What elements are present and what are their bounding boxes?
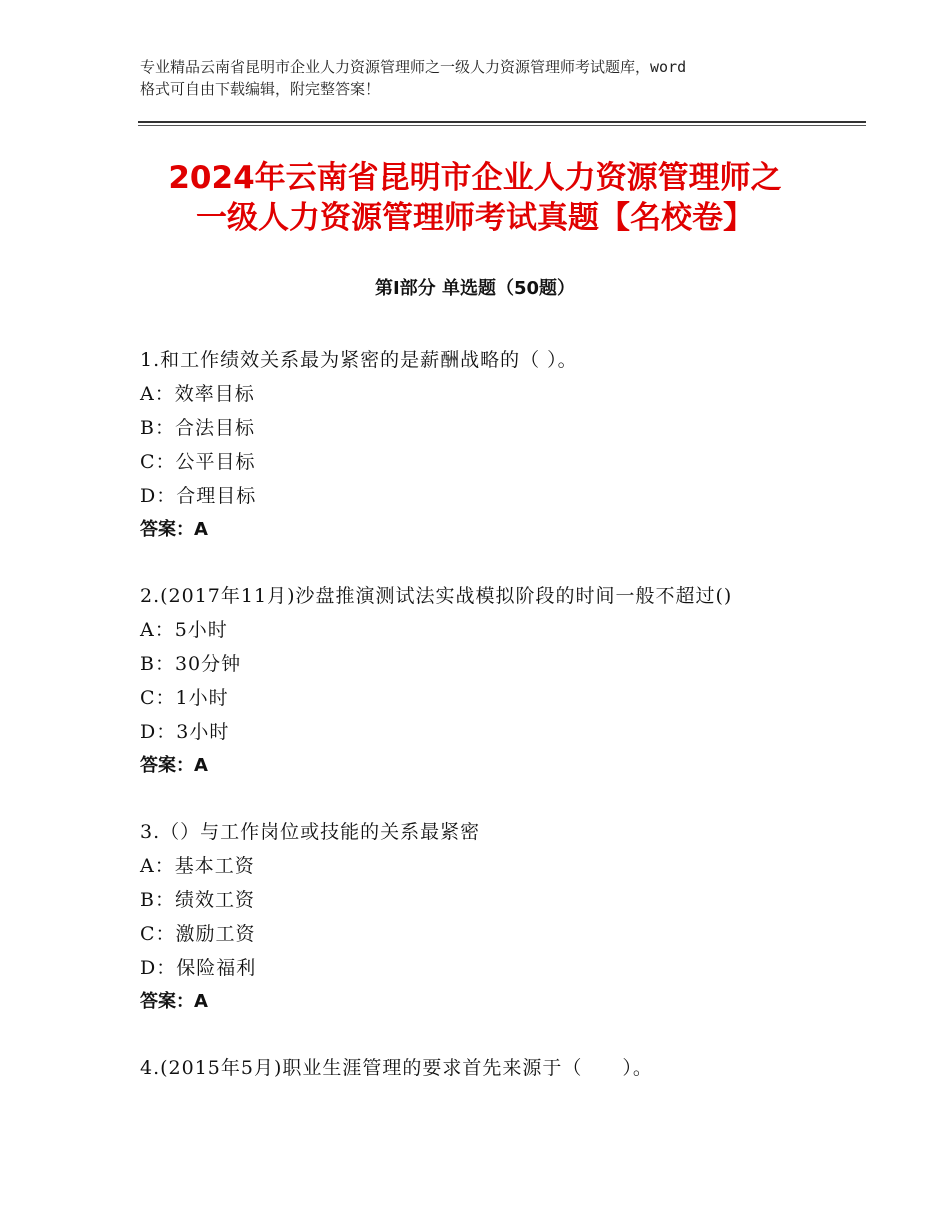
answer: 答案：A xyxy=(140,519,208,540)
answer: 答案：A xyxy=(140,991,208,1012)
question-stem: 1.和工作绩效关系最为紧密的是薪酬战略的（ ）。 xyxy=(140,349,578,371)
option-c: C：公平目标 xyxy=(140,451,256,473)
option-b: B：30分钟 xyxy=(140,653,242,675)
document-title-line-2: 一级人力资源管理师考试真题【名校卷】 xyxy=(196,200,754,236)
header-note-line-2: 格式可自由下载编辑，附完整答案！ xyxy=(140,80,381,98)
header-note xyxy=(140,56,830,100)
answer: 答案：A xyxy=(140,755,208,776)
document-title xyxy=(120,158,830,238)
header-divider-thin xyxy=(138,125,866,126)
option-d: D：保险福利 xyxy=(140,957,257,979)
document-title-line-1: 2024年云南省昆明市企业人力资源管理师之 xyxy=(168,160,782,196)
option-b: B：绩效工资 xyxy=(140,889,255,911)
question-stem: 2.(2017年11月)沙盘推演测试法实战模拟阶段的时间一般不超过() xyxy=(140,585,733,607)
question-1 xyxy=(140,343,840,547)
option-a: A：5小时 xyxy=(140,619,228,641)
question-3 xyxy=(140,815,840,1019)
header-note-line-1: 专业精品云南省昆明市企业人力资源管理师之一级人力资源管理师考试题库，word xyxy=(140,58,687,76)
header-divider-thick xyxy=(138,121,866,123)
question-2 xyxy=(140,579,840,783)
question-stem: 3.（）与工作岗位或技能的关系最紧密 xyxy=(140,821,481,843)
question-stem: 4.(2015年5月)职业生涯管理的要求首先来源于（ ）。 xyxy=(140,1057,653,1079)
question-list xyxy=(140,343,840,1117)
option-d: D：合理目标 xyxy=(140,485,257,507)
option-b: B：合法目标 xyxy=(140,417,255,439)
option-c: C：1小时 xyxy=(140,687,229,709)
option-a: A：效率目标 xyxy=(140,383,255,405)
option-d: D：3小时 xyxy=(140,721,230,743)
question-4 xyxy=(140,1051,840,1085)
option-a: A：基本工资 xyxy=(140,855,255,877)
section-title: 第Ⅰ部分 单选题（50题） xyxy=(374,278,575,299)
option-c: C：激励工资 xyxy=(140,923,256,945)
